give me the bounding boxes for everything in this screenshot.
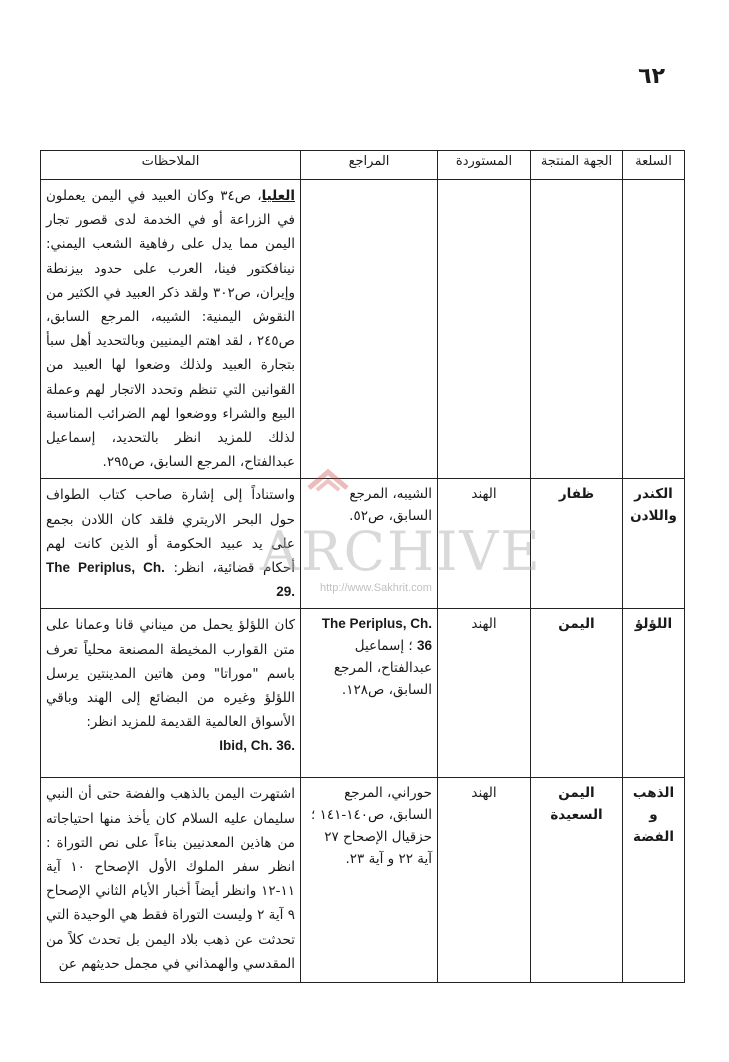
notes-text: ، ص٣٤ وكان العبيد في اليمن يعملون في الزراعة أو في الخدمة لدى قصور تجار اليمن مما يدل على رفاهية الشعب اليمني: نينافكتور فينا، العرب على حدود بيزنطة وإيران، ص٣٠٢ ولقد ذكر العبيد في الكثير من النقوش اليمنية: الشيبه، المرجع السابق، ص٢٤٥ ، لقد اهتم اليمنيين وبالتحديد أهل سبأ بتجارة العبيد ولذلك وضعوا لها العبيد من القوانين التي تنظم وتحدد الاتجار لهم وعملة البيع والشراء ووضعوا لهم الضرائب المناسبة لذلك للمزيد انظر بالتحديد، إسماعيل عبدالفتاح، المرجع السابق، ص٢٩٥. (46, 188, 295, 471)
goods-table (40, 150, 685, 983)
page-number: ٦٢ (638, 64, 665, 89)
cell-item: الذهب و الفضة (623, 778, 685, 983)
notes-citation: The Periplus, Ch. 29. (46, 560, 295, 600)
notes-text: كان اللؤلؤ يحمل من ميناني قانا وعمانا على متن القوارب المخيطة المصنعة محلياً تعرف باسم "موراتا" ومن هاتين المدينتين يرسل اللؤلؤ وغيره من البضائع إلى الهند وباقي الأسواق العالمية القديمة للمزيد انظر: (46, 617, 295, 731)
table-row (41, 180, 685, 479)
cell-notes (41, 479, 301, 609)
table-header-row (41, 151, 685, 180)
header-producer: الجهة المنتجة (531, 151, 623, 180)
cell-notes: اشتهرت اليمن بالذهب والفضة حتى أن النبي سليمان عليه السلام كان يأخذ منها احتياجاته من هاذين المعدنيين بناءاً على نص التوراة : انظر سفر الملوك الأول الإصحاح ١٠ آية ١١-١٢ وانظر أيضاً أخبار الأيام الثاني الإصحاح ٩ آية ٢ وليست التوراة فقط هي الوحيدة التي تحدثت عن ذهب بلاد اليمن بل تحدث كلاً من المقدسي والهمذاني في مجمل حديثهم عن (41, 778, 301, 983)
cell-item (623, 180, 685, 479)
header-imported: المستوردة (438, 151, 531, 180)
cell-imported: الهند (438, 479, 531, 609)
cell-producer: اليمن السعيدة (531, 778, 623, 983)
watermark-text: ARCHIVE (260, 520, 542, 583)
cell-references: حوراني، المرجع السابق، ص١٤٠-١٤١ ؛ حزقيال الإصحاح ٢٧ آية ٢٢ و آية ٢٣. (301, 778, 438, 983)
cell-item: الكندر واللادن (623, 479, 685, 609)
notes-citation: Ibid, Ch. 36. (219, 738, 295, 754)
cell-references (301, 180, 438, 479)
table-row (41, 778, 685, 983)
cell-producer: اليمن (531, 609, 623, 778)
references-text: ؛ إسماعيل عبدالفتاح، المرجع السابق، ص١٢٨. (333, 638, 432, 699)
table-row (41, 609, 685, 778)
header-references: المراجع (301, 151, 438, 180)
cell-imported: الهند (438, 778, 531, 983)
table-row (41, 479, 685, 609)
header-notes: الملاحظات (41, 151, 301, 180)
cell-notes (41, 609, 301, 778)
cell-imported (438, 180, 531, 479)
cell-references (301, 609, 438, 778)
notes-lead-word: العليا (261, 188, 295, 204)
cell-producer (531, 180, 623, 479)
references-citation: The Periplus, Ch. 36 (321, 616, 432, 654)
cell-producer: ظفار (531, 479, 623, 609)
header-item: السلعة (623, 151, 685, 180)
cell-references: الشيبه، المرجع السابق، ص٥٢. (301, 479, 438, 609)
watermark-url: http://www.Sakhrit.com (320, 582, 432, 594)
notes-text: واستناداً إلى إشارة صاحب كتاب الطواف حول البحر الاريتري فلقد كان اللادن بجمع على يد عبيد الحكومة أو الذين كانت لهم أحكام قضائية، انظر: (46, 487, 295, 577)
cell-notes (41, 180, 301, 479)
cell-item: اللؤلؤ (623, 609, 685, 778)
cell-imported: الهند (438, 609, 531, 778)
